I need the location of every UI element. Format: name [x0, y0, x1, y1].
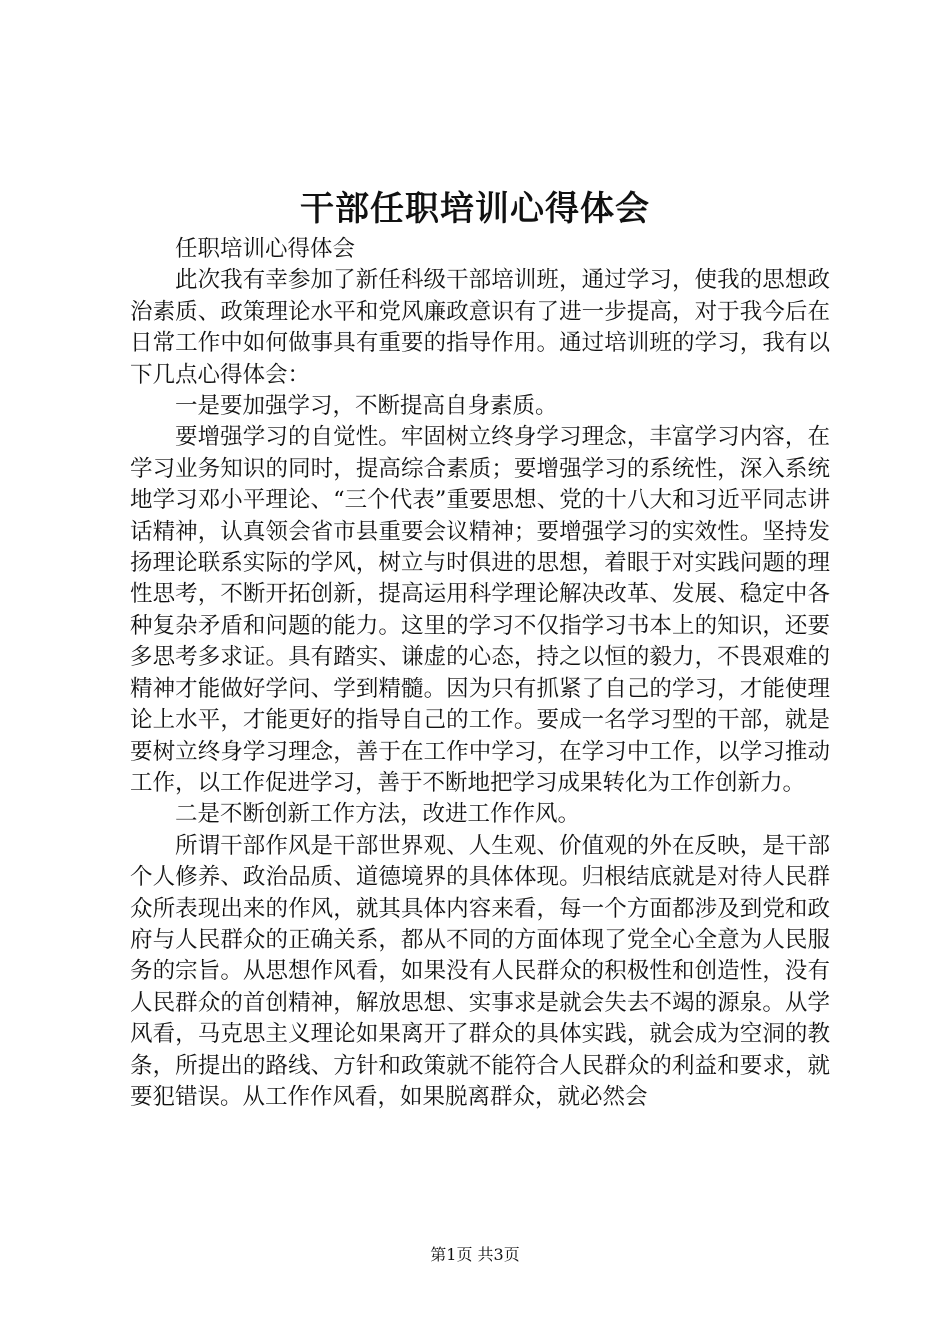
- paragraph-study: 要增强学习的自觉性。牢固树立终身学习理念，丰富学习内容，在学习业务知识的同时，提高综合素质；要增强学习的系统性，深入系统地学习邓小平理论、“三个代表”重要思想、党的十八大和习近平同志讲话精神，认真领会省市县重要会议精神；要增强学习的实效性。坚持发扬理论联系实际的学风，树立与时俱进的思想，着眼于对实践问题的理性思考，不断开拓创新，提高运用科学理论解决改革、发展、稳定中各种复杂矛盾和问题的能力。这里的学习不仅指学习书本上的知识，还要多思考多求证。具有踏实、谦虚的心态，持之以恒的毅力，不畏艰难的精神才能做好学问、学到精髓。因为只有抓紧了自己的学习，才能使理论上水平，才能更好的指导自己的工作。要成一名学习型的干部，就是要树立终身学习理念，善于在工作中学习，在学习中工作，以学习推动工作，以工作促进学习，善于不断地把学习成果转化为工作创新力。: [130, 424, 830, 796]
- paragraph-heading-1: 一是要加强学习，不断提高自身素质。: [175, 393, 558, 420]
- paragraph-work-style: 所谓干部作风是干部世界观、人生观、价值观的外在反映，是干部个人修养、政治品质、道德境界的具体体现。归根结底就是对待人民群众所表现出来的作风，就其具体内容来看，每一个方面都涉及到党和政府与人民群众的正确关系，都从不同的方面体现了党全心全意为人民服务的宗旨。从思想作风看，如果没有人民群众的积极性和创造性，没有人民群众的首创精神，解放思想、实事求是就会失去不竭的源泉。从学风看，马克思主义理论如果离开了群众的具体实践，就会成为空洞的教条，所提出的路线、方针和政策就不能符合人民群众的利益和要求，就要犯错误。从工作作风看，如果脱离群众，就必然会: [130, 832, 830, 1110]
- document-body: [130, 234, 830, 1113]
- paragraph-subtitle: 任职培训心得体会: [175, 236, 356, 262]
- document-title: 干部任职培训心得体会: [300, 189, 650, 229]
- paragraph-heading-2: 二是不断创新工作方法，改进工作作风。: [175, 801, 581, 828]
- paragraph-intro: 此次我有幸参加了新任科级干部培训班，通过学习，使我的思想政治素质、政策理论水平和党风廉政意识有了进一步提高，对于我今后在日常工作中如何做事具有重要的指导作用。通过培训班的学习，我有以下几点心得体会：: [130, 267, 830, 388]
- page-footer: 第1页 共3页: [430, 1245, 520, 1264]
